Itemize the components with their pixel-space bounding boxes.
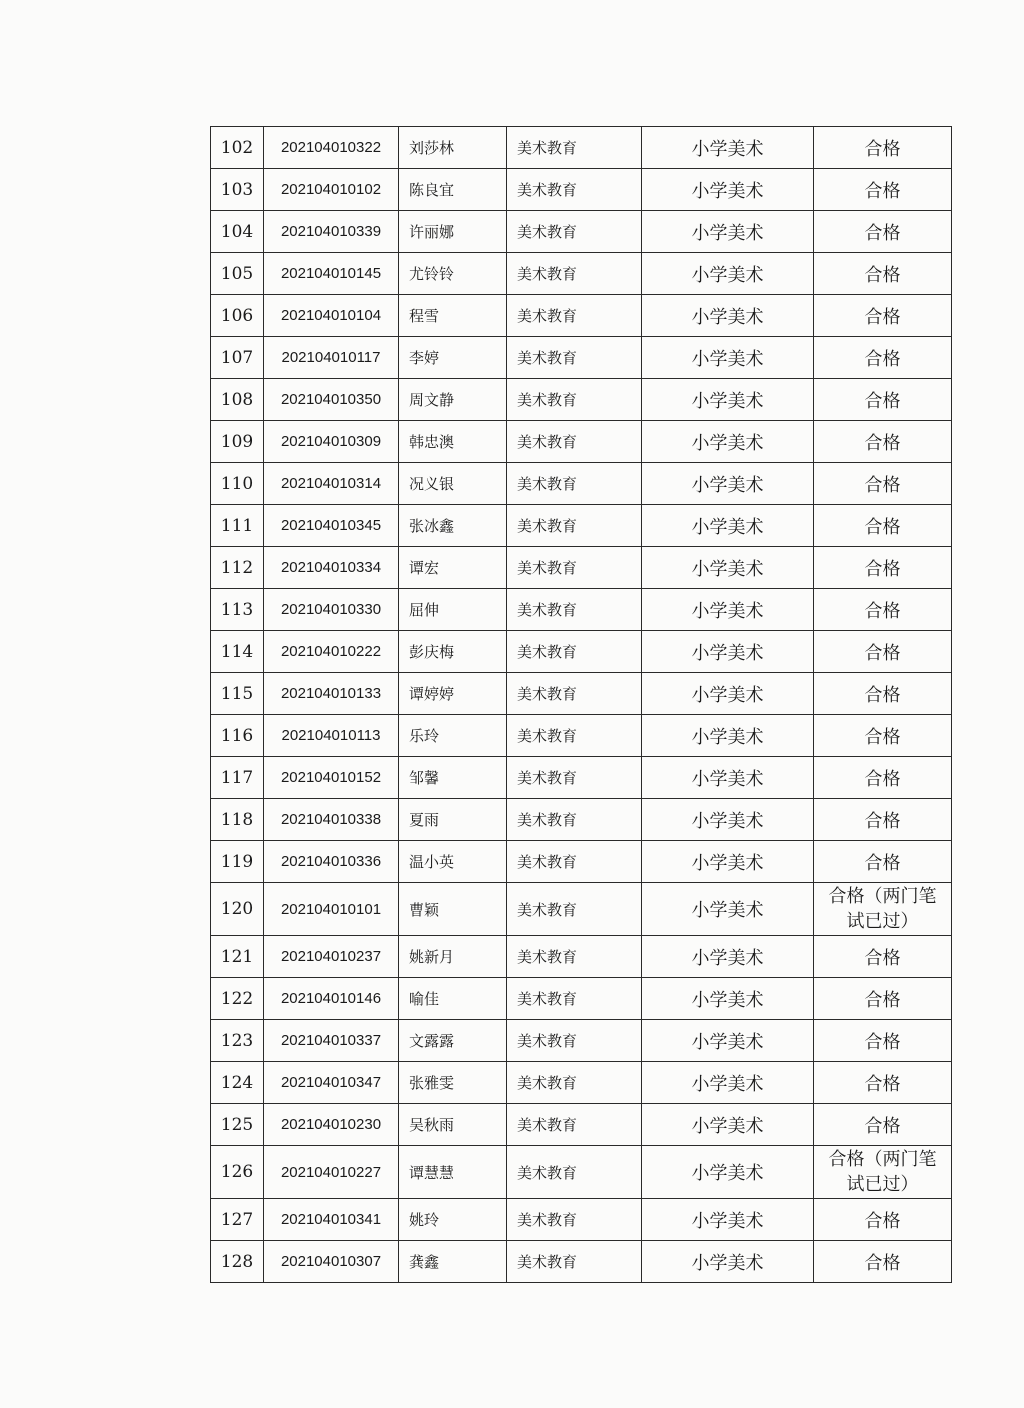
exam-id-cell: 202104010227 — [264, 1146, 399, 1199]
candidate-name-cell: 程雪 — [399, 295, 507, 337]
row-number-cell: 112 — [211, 547, 264, 589]
subject-cell: 小学美术 — [642, 1241, 814, 1283]
exam-id-cell: 202104010347 — [264, 1062, 399, 1104]
candidate-name-cell: 张冰鑫 — [399, 505, 507, 547]
major-cell: 美术教育 — [507, 379, 642, 421]
row-number-cell: 117 — [211, 757, 264, 799]
row-number-cell: 116 — [211, 715, 264, 757]
subject-cell: 小学美术 — [642, 337, 814, 379]
candidate-name-cell: 许丽娜 — [399, 211, 507, 253]
major-cell: 美术教育 — [507, 295, 642, 337]
table-row — [211, 127, 952, 169]
candidate-name-cell: 姚新月 — [399, 936, 507, 978]
table-row — [211, 505, 952, 547]
candidate-name-cell: 陈良宜 — [399, 169, 507, 211]
result-cell: 合格 — [814, 631, 952, 673]
subject-cell: 小学美术 — [642, 1104, 814, 1146]
major-cell: 美术教育 — [507, 253, 642, 295]
result-cell: 合格 — [814, 421, 952, 463]
subject-cell: 小学美术 — [642, 127, 814, 169]
major-cell: 美术教育 — [507, 757, 642, 799]
table-row — [211, 1062, 952, 1104]
table-row — [211, 421, 952, 463]
table-row — [211, 379, 952, 421]
candidate-name-cell: 韩忠澳 — [399, 421, 507, 463]
subject-cell: 小学美术 — [642, 211, 814, 253]
subject-cell: 小学美术 — [642, 1146, 814, 1199]
candidate-name-cell: 曹颖 — [399, 883, 507, 936]
subject-cell: 小学美术 — [642, 1199, 814, 1241]
candidate-name-cell: 谭婷婷 — [399, 673, 507, 715]
major-cell: 美术教育 — [507, 127, 642, 169]
major-cell: 美术教育 — [507, 883, 642, 936]
row-number-cell: 109 — [211, 421, 264, 463]
subject-cell: 小学美术 — [642, 169, 814, 211]
candidate-name-cell: 邹馨 — [399, 757, 507, 799]
exam-id-cell: 202104010104 — [264, 295, 399, 337]
candidate-name-cell: 喻佳 — [399, 978, 507, 1020]
major-cell: 美术教育 — [507, 978, 642, 1020]
table-row — [211, 883, 952, 936]
exam-id-cell: 202104010338 — [264, 799, 399, 841]
result-cell: 合格 — [814, 841, 952, 883]
exam-id-cell: 202104010146 — [264, 978, 399, 1020]
table-row — [211, 841, 952, 883]
result-cell: 合格 — [814, 1104, 952, 1146]
major-cell: 美术教育 — [507, 799, 642, 841]
exam-id-cell: 202104010117 — [264, 337, 399, 379]
subject-cell: 小学美术 — [642, 883, 814, 936]
row-number-cell: 118 — [211, 799, 264, 841]
major-cell: 美术教育 — [507, 547, 642, 589]
exam-id-cell: 202104010101 — [264, 883, 399, 936]
exam-id-cell: 202104010222 — [264, 631, 399, 673]
subject-cell: 小学美术 — [642, 589, 814, 631]
row-number-cell: 104 — [211, 211, 264, 253]
row-number-cell: 124 — [211, 1062, 264, 1104]
results-sheet — [210, 126, 951, 1283]
exam-id-cell: 202104010133 — [264, 673, 399, 715]
candidate-name-cell: 彭庆梅 — [399, 631, 507, 673]
exam-id-cell: 202104010230 — [264, 1104, 399, 1146]
row-number-cell: 107 — [211, 337, 264, 379]
major-cell: 美术教育 — [507, 211, 642, 253]
subject-cell: 小学美术 — [642, 936, 814, 978]
candidate-name-cell: 谭宏 — [399, 547, 507, 589]
result-cell: 合格 — [814, 253, 952, 295]
subject-cell: 小学美术 — [642, 295, 814, 337]
subject-cell: 小学美术 — [642, 757, 814, 799]
exam-id-cell: 202104010309 — [264, 421, 399, 463]
major-cell: 美术教育 — [507, 715, 642, 757]
subject-cell: 小学美术 — [642, 841, 814, 883]
major-cell: 美术教育 — [507, 1020, 642, 1062]
major-cell: 美术教育 — [507, 841, 642, 883]
subject-cell: 小学美术 — [642, 799, 814, 841]
candidate-name-cell: 谭慧慧 — [399, 1146, 507, 1199]
major-cell: 美术教育 — [507, 337, 642, 379]
exam-id-cell: 202104010152 — [264, 757, 399, 799]
table-row — [211, 631, 952, 673]
exam-id-cell: 202104010334 — [264, 547, 399, 589]
subject-cell: 小学美术 — [642, 547, 814, 589]
table-row — [211, 1146, 952, 1199]
table-row — [211, 211, 952, 253]
table-row — [211, 1199, 952, 1241]
exam-id-cell: 202104010350 — [264, 379, 399, 421]
result-cell: 合格 — [814, 547, 952, 589]
result-cell: 合格 — [814, 127, 952, 169]
major-cell: 美术教育 — [507, 1146, 642, 1199]
exam-id-cell: 202104010337 — [264, 1020, 399, 1062]
subject-cell: 小学美术 — [642, 379, 814, 421]
exam-id-cell: 202104010336 — [264, 841, 399, 883]
table-row — [211, 547, 952, 589]
row-number-cell: 115 — [211, 673, 264, 715]
major-cell: 美术教育 — [507, 421, 642, 463]
major-cell: 美术教育 — [507, 463, 642, 505]
candidate-name-cell: 龚鑫 — [399, 1241, 507, 1283]
major-cell: 美术教育 — [507, 169, 642, 211]
exam-id-cell: 202104010102 — [264, 169, 399, 211]
results-table-body — [211, 127, 952, 1283]
exam-id-cell: 202104010339 — [264, 211, 399, 253]
row-number-cell: 105 — [211, 253, 264, 295]
subject-cell: 小学美术 — [642, 421, 814, 463]
major-cell: 美术教育 — [507, 936, 642, 978]
row-number-cell: 127 — [211, 1199, 264, 1241]
major-cell: 美术教育 — [507, 505, 642, 547]
row-number-cell: 126 — [211, 1146, 264, 1199]
exam-id-cell: 202104010113 — [264, 715, 399, 757]
row-number-cell: 119 — [211, 841, 264, 883]
table-row — [211, 978, 952, 1020]
row-number-cell: 103 — [211, 169, 264, 211]
result-cell: 合格（两门笔试已过） — [814, 883, 952, 936]
result-cell: 合格 — [814, 757, 952, 799]
subject-cell: 小学美术 — [642, 1020, 814, 1062]
candidate-name-cell: 况义银 — [399, 463, 507, 505]
candidate-name-cell: 夏雨 — [399, 799, 507, 841]
subject-cell: 小学美术 — [642, 673, 814, 715]
row-number-cell: 102 — [211, 127, 264, 169]
major-cell: 美术教育 — [507, 1199, 642, 1241]
table-row — [211, 1241, 952, 1283]
row-number-cell: 108 — [211, 379, 264, 421]
exam-id-cell: 202104010345 — [264, 505, 399, 547]
candidate-name-cell: 姚玲 — [399, 1199, 507, 1241]
result-cell: 合格 — [814, 1062, 952, 1104]
exam-id-cell: 202104010307 — [264, 1241, 399, 1283]
subject-cell: 小学美术 — [642, 253, 814, 295]
result-cell: 合格 — [814, 978, 952, 1020]
row-number-cell: 121 — [211, 936, 264, 978]
major-cell: 美术教育 — [507, 589, 642, 631]
candidate-name-cell: 尤铃铃 — [399, 253, 507, 295]
subject-cell: 小学美术 — [642, 631, 814, 673]
result-cell: 合格 — [814, 936, 952, 978]
major-cell: 美术教育 — [507, 1062, 642, 1104]
subject-cell: 小学美术 — [642, 1062, 814, 1104]
result-cell: 合格 — [814, 379, 952, 421]
table-row — [211, 253, 952, 295]
row-number-cell: 106 — [211, 295, 264, 337]
row-number-cell: 114 — [211, 631, 264, 673]
result-cell: 合格 — [814, 799, 952, 841]
candidate-name-cell: 吴秋雨 — [399, 1104, 507, 1146]
candidate-name-cell: 乐玲 — [399, 715, 507, 757]
candidate-name-cell: 文露露 — [399, 1020, 507, 1062]
table-row — [211, 169, 952, 211]
candidate-name-cell: 刘莎林 — [399, 127, 507, 169]
result-cell: 合格 — [814, 715, 952, 757]
candidate-name-cell: 周文静 — [399, 379, 507, 421]
candidate-name-cell: 张雅雯 — [399, 1062, 507, 1104]
row-number-cell: 113 — [211, 589, 264, 631]
result-cell: 合格 — [814, 505, 952, 547]
table-row — [211, 757, 952, 799]
table-row — [211, 337, 952, 379]
major-cell: 美术教育 — [507, 673, 642, 715]
row-number-cell: 122 — [211, 978, 264, 1020]
row-number-cell: 128 — [211, 1241, 264, 1283]
result-cell: 合格 — [814, 169, 952, 211]
table-row — [211, 715, 952, 757]
major-cell: 美术教育 — [507, 1241, 642, 1283]
table-row — [211, 463, 952, 505]
result-cell: 合格 — [814, 463, 952, 505]
exam-id-cell: 202104010330 — [264, 589, 399, 631]
result-cell: 合格（两门笔试已过） — [814, 1146, 952, 1199]
table-row — [211, 1104, 952, 1146]
table-row — [211, 799, 952, 841]
row-number-cell: 110 — [211, 463, 264, 505]
table-row — [211, 295, 952, 337]
row-number-cell: 111 — [211, 505, 264, 547]
exam-id-cell: 202104010341 — [264, 1199, 399, 1241]
result-cell: 合格 — [814, 1199, 952, 1241]
table-row — [211, 673, 952, 715]
row-number-cell: 125 — [211, 1104, 264, 1146]
result-cell: 合格 — [814, 1020, 952, 1062]
result-cell: 合格 — [814, 673, 952, 715]
exam-id-cell: 202104010314 — [264, 463, 399, 505]
major-cell: 美术教育 — [507, 1104, 642, 1146]
subject-cell: 小学美术 — [642, 978, 814, 1020]
candidate-name-cell: 屈伸 — [399, 589, 507, 631]
table-row — [211, 1020, 952, 1062]
result-cell: 合格 — [814, 295, 952, 337]
exam-id-cell: 202104010322 — [264, 127, 399, 169]
subject-cell: 小学美术 — [642, 505, 814, 547]
major-cell: 美术教育 — [507, 631, 642, 673]
exam-id-cell: 202104010145 — [264, 253, 399, 295]
row-number-cell: 123 — [211, 1020, 264, 1062]
candidate-name-cell: 李婷 — [399, 337, 507, 379]
results-table — [210, 126, 952, 1283]
table-row — [211, 936, 952, 978]
result-cell: 合格 — [814, 1241, 952, 1283]
subject-cell: 小学美术 — [642, 715, 814, 757]
subject-cell: 小学美术 — [642, 463, 814, 505]
result-cell: 合格 — [814, 589, 952, 631]
result-cell: 合格 — [814, 337, 952, 379]
row-number-cell: 120 — [211, 883, 264, 936]
table-row — [211, 589, 952, 631]
result-cell: 合格 — [814, 211, 952, 253]
candidate-name-cell: 温小英 — [399, 841, 507, 883]
exam-id-cell: 202104010237 — [264, 936, 399, 978]
